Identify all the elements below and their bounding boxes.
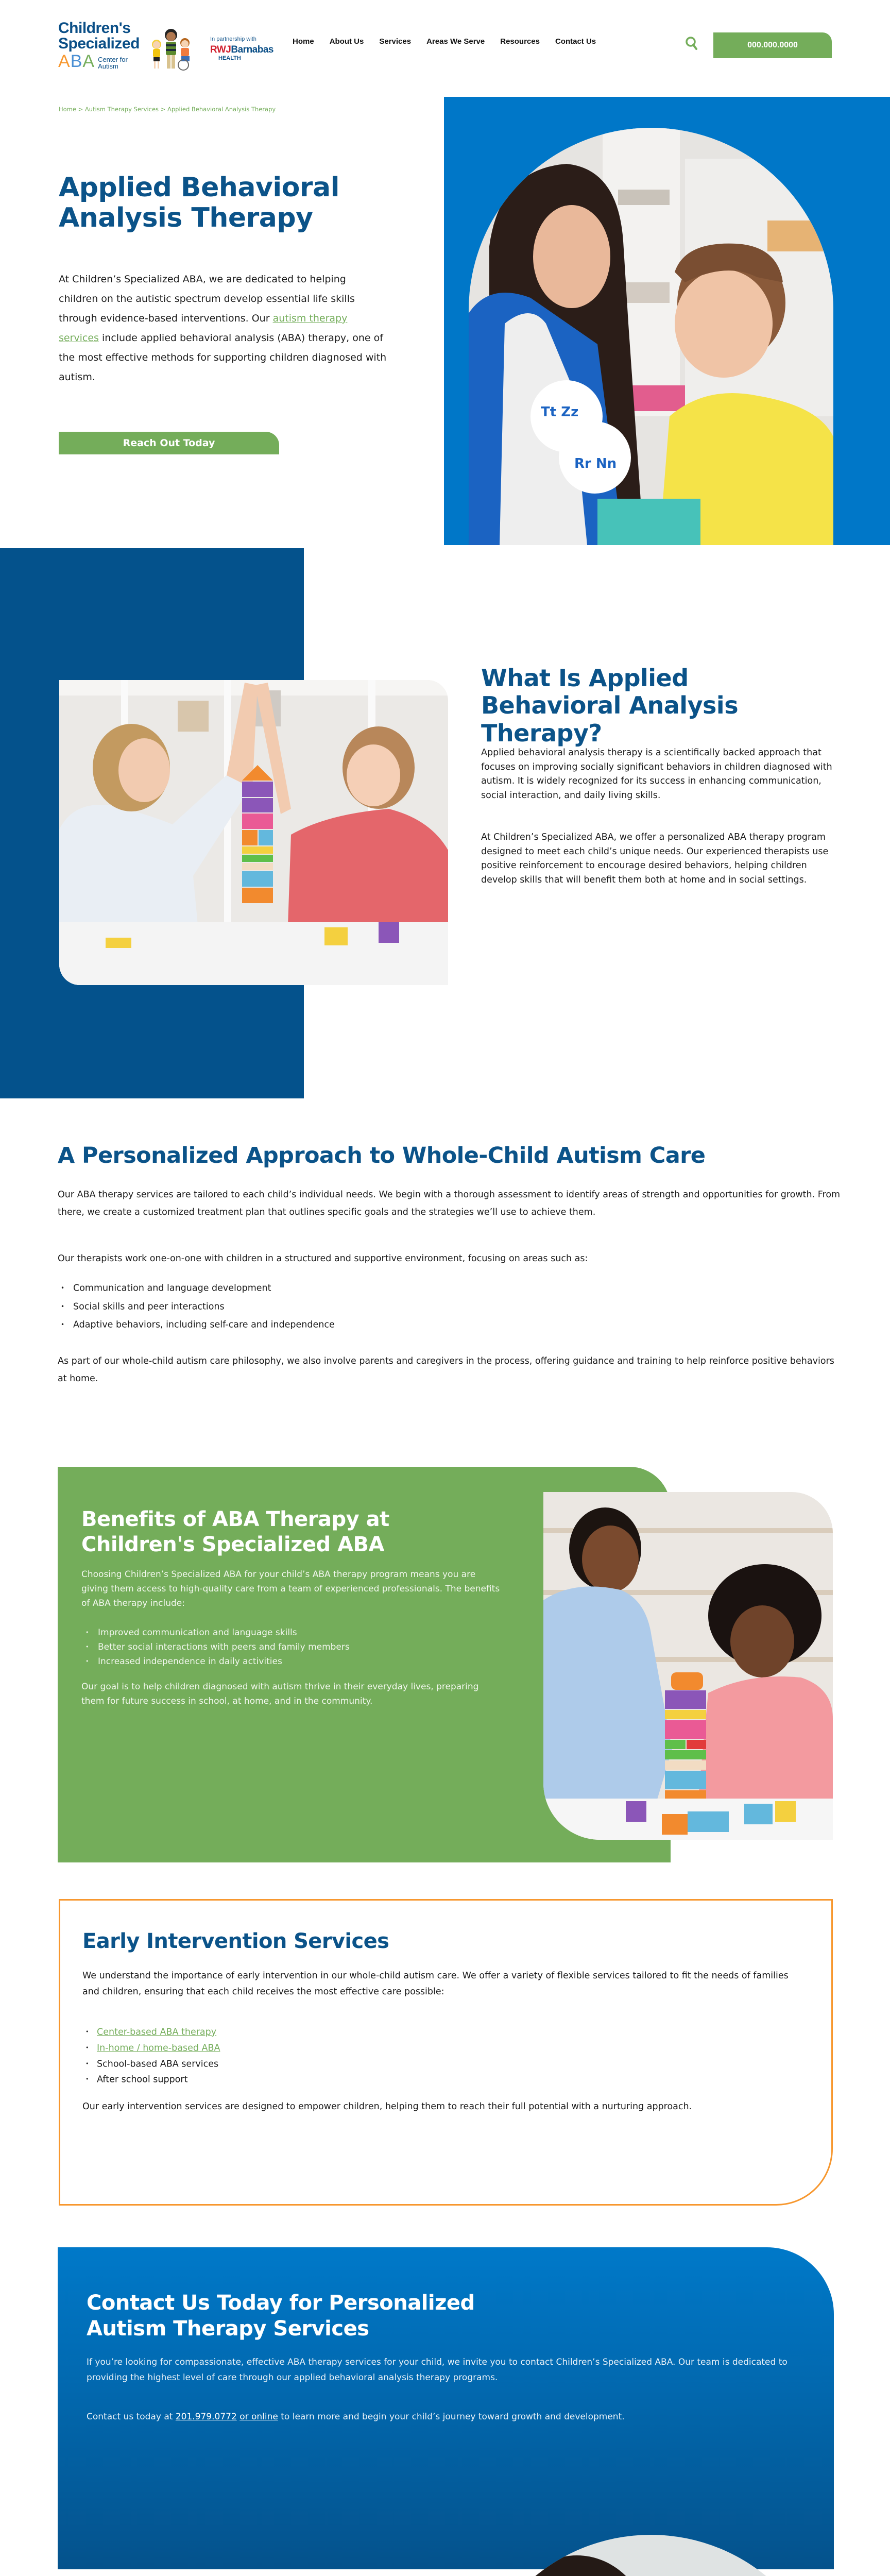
breadcrumb-separator: > [159,106,168,113]
kids-illustration [145,25,197,72]
center-based-aba-link[interactable]: Center-based ABA therapy [97,2027,217,2038]
hero-intro-text: At Children’s Specialized ABA, we are dedicated to helping children on the autistic spectrum develop essential life skills through evidence-based interventions. Our [59,274,355,324]
breadcrumb-current: Applied Behavioral Analysis Therapy [167,106,276,113]
contact-cta-heading-line-1: Contact Us Today for Personalized [87,2291,475,2315]
early-services-list [82,2024,494,2088]
page-title [59,173,388,233]
contact-cta-paragraph-1: If you’re looking for compassionate, effective ABA therapy services for your child, we invite you to contact Children’s Specialized ABA. Our team is dedicated to providing the highest level of care through our applied behavioral analysis therapy programs. [87,2357,788,2383]
personalized-paragraph-2: Our therapists work one-on-one with children in a structured and supportive environment, focusing on areas such as: [58,1253,588,1264]
hero-photo-therapist-with-boy [469,128,833,545]
contact-cta-paragraph-2 [87,2409,808,2425]
list-item-after-school: • After school support [82,2072,494,2088]
list-item: • Communication and language development [58,1279,573,1298]
what-is-paragraph-1: Applied behavioral analysis therapy is a scientifically backed approach that focuses on improving socially significant behaviors in children diagnosed with autism. It is widely recognized for its success in enhancing communication, social interaction, and daily living skills. [481,748,832,801]
list-item: • Increased independence in daily activities [81,1654,504,1669]
list-item-school-based: • School-based ABA services [82,2056,494,2072]
early-intervention-paragraph-1: We understand the importance of early intervention in our whole-child autism care. We offer a variety of flexible services tailored to fit the needs of families and children, ensuring that each child receives the most effective care possible: [82,1971,789,1997]
list-item: • Better social interactions with peers and family members [81,1640,504,1654]
breadcrumb-autism-therapy-services[interactable]: Autism Therapy Services [84,106,159,113]
list-item: • Adaptive behaviors, including self-care and independence [58,1316,573,1334]
page-title-line-1: Applied Behavioral [59,172,339,203]
list-item: • Improved communication and language skills [81,1625,504,1640]
logo-sub-1: Center for [98,55,128,63]
benefits-paragraph-1: Choosing Children’s Specialized ABA for your child’s ABA therapy program means you are giving them access to high-quality care from a team of experienced professionals. The benefits of ABA therapy include: [81,1569,500,1608]
cta-phone-link[interactable]: 201.979.0772 [175,2412,237,2422]
early-intervention-heading: Early Intervention Services [82,1929,389,1953]
what-is-heading: What Is Applied Behavioral Analysis Therapy? [481,664,739,747]
benefits-list [81,1625,504,1669]
photo-therapist-high-five [59,680,448,985]
personalized-paragraph-1: Our ABA therapy services are tailored to each child’s individual needs. We begin with a thorough assessment to identify areas of strength and opportunities for growth. From there, we create a customized treatment plan that outlines specific goals and the strategies we’ll use to achieve them. [58,1190,841,1217]
partner-brand [210,44,272,56]
logo-letter-a2: A [82,52,95,71]
nav-services[interactable]: Services [379,37,412,46]
svg-text:Rr Nn: Rr Nn [574,456,617,471]
logo-subtitle [98,56,128,70]
page-title-line-2: Analysis Therapy [59,202,313,233]
benefits-paragraph-2: Our goal is to help children diagnosed with autism thrive in their everyday lives, preparing them for future success in school, at home, and in the community. [81,1682,479,1706]
partner-brand-red: RWJ [210,44,231,55]
personalized-heading: A Personalized Approach to Whole-Child Autism Care [58,1143,706,1168]
logo-line-2: Specialized [58,35,140,52]
list-item-center-based [82,2024,494,2040]
cta-online-link[interactable]: or online [239,2412,278,2422]
partner-brand-sub: HEALTH [218,55,241,61]
partner-logo [210,36,272,61]
nav-areas-we-serve[interactable]: Areas We Serve [426,37,485,46]
personalized-paragraph-3: As part of our whole-child autism care philosophy, we also involve parents and caregivers in the process, offering guidance and training to help reinforce positive behaviors at home. [58,1356,834,1384]
benefits-heading: Benefits of ABA Therapy at Children's Specialized ABA [81,1507,389,1556]
logo-aba [58,53,141,70]
site-logo[interactable] [58,21,141,70]
logo-line-1: Children's [58,20,131,37]
high-five-illustration [59,680,448,985]
early-intervention-paragraph-2: Our early intervention services are designed to empower children, helping them to reach their full potential with a nurturing approach. [82,2102,692,2112]
autism-therapy-services-link[interactable]: autism therapy services [59,313,348,344]
contact-cta-heading-line-2: Autism Therapy Services [87,2317,369,2341]
blocks-illustration [543,1492,833,1840]
hero-intro [59,269,388,387]
logo-aba-letters [58,53,95,70]
breadcrumb [59,106,276,113]
focus-areas-list [58,1279,573,1334]
contact-cta-text-end: to learn more and begin your child’s journey toward growth and development. [278,2412,625,2422]
nav-contact-us[interactable]: Contact Us [555,37,596,46]
list-item: • Social skills and peer interactions [58,1298,573,1316]
reach-out-button[interactable]: Reach Out Today [59,432,279,454]
search-icon[interactable] [685,36,698,50]
what-is-paragraph-2: At Children’s Specialized ABA, we offer a personalized ABA therapy program designed to meet each child’s unique needs. Our experienced therapists use positive reinforcement to encourage desired behaviors, helping children develop skills that will benefit them both at home and in social settings. [481,832,829,885]
partner-label: In partnership with [210,36,256,42]
nav-resources[interactable]: Resources [500,37,540,46]
breadcrumb-home[interactable]: Home [59,106,76,113]
breadcrumb-separator: > [76,106,85,113]
main-nav [293,37,596,46]
partner-brand-blue: Barnabas [231,44,273,55]
nav-home[interactable]: Home [293,37,314,46]
phone-button[interactable]: 000.000.0000 [713,32,832,58]
contact-cta-heading [87,2290,705,2342]
svg-text:Tt Zz: Tt Zz [541,404,579,420]
logo-sub-2: Autism [98,62,118,71]
logo-letter-a1: A [58,52,71,71]
photo-therapist-building-blocks [543,1492,833,1840]
contact-cta-text: Contact us today at [87,2412,176,2422]
list-item-in-home [82,2040,494,2056]
hero-intro-text-end: include applied behavioral analysis (ABA) therapy, one of the most effective methods for supporting children diagnosed with autism. [59,332,387,383]
nav-about-us[interactable]: About Us [329,37,364,46]
hero-photo-illustration [469,128,833,545]
logo-letter-b: B [70,52,83,71]
in-home-aba-link[interactable]: In-home / home-based ABA [97,2043,220,2053]
